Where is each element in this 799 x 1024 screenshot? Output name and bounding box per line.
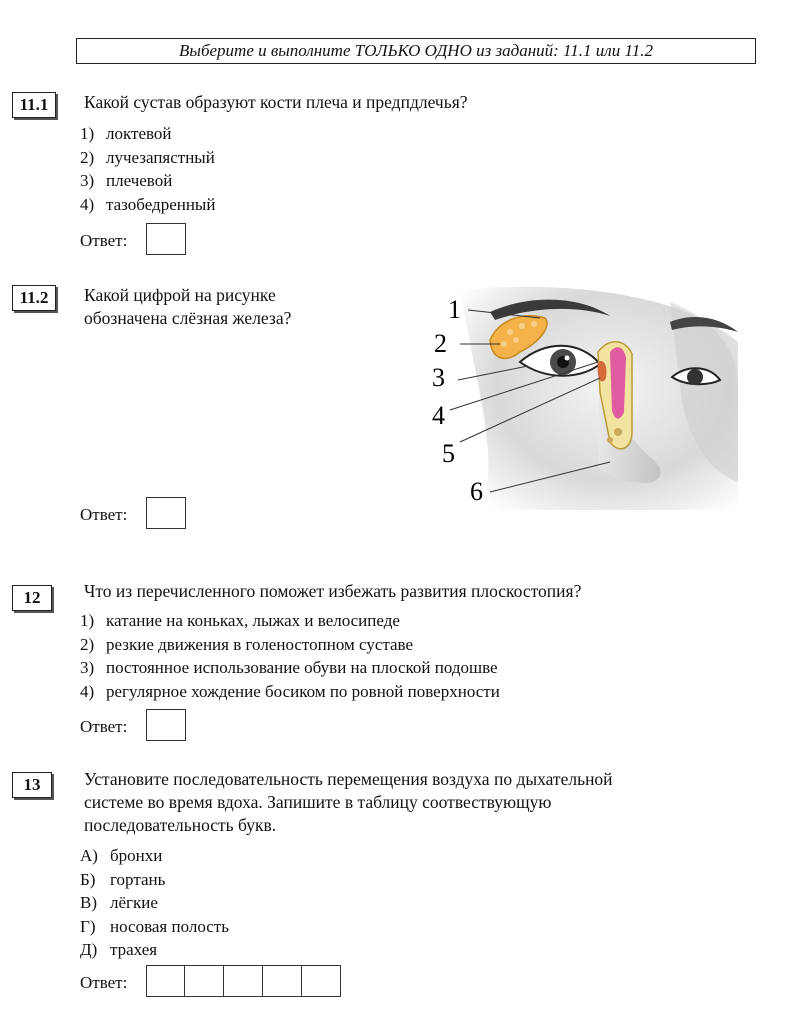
option-4: 4) регулярное хождение босиком по ровной поверхности [80, 681, 500, 701]
option-3: 3) плечевой [80, 171, 173, 190]
figure-label-6: 6 [470, 477, 483, 506]
option-2: 2) резкие движения в голеностопном суставе [80, 634, 414, 654]
instruction-banner: Выберите и выполните ТОЛЬКО ОДНО из заданий: 11.1 или 11.2 [76, 38, 756, 64]
answer-grid-13 [146, 965, 341, 997]
figure-label-2: 2 [434, 329, 447, 358]
question-11-2-line2: обозначена слёзная железа? [84, 308, 292, 328]
answer-label-11-2: Ответ: [80, 505, 128, 524]
task-number-11-2: 11.2 [12, 285, 56, 311]
task-number-12: 12 [12, 585, 52, 611]
figure-label-4: 4 [432, 401, 445, 430]
answer-label-12: Ответ: [80, 717, 128, 736]
answer-label-11-1: Ответ: [80, 231, 128, 250]
question-13 [84, 768, 756, 837]
option-1: 1) локтевой [80, 124, 172, 143]
task-number-13: 13 [12, 772, 52, 798]
options-12 [80, 609, 500, 703]
question-11-2-line1: Какой цифрой на рисунке [84, 285, 276, 305]
answer-cell-4[interactable] [263, 965, 302, 997]
option-2: 2) лучезапястный [80, 147, 215, 167]
answer-input-12[interactable] [146, 709, 186, 741]
option-1: 1) катание на коньках, лыжах и велосипеде [80, 611, 400, 630]
question-11-1: Какой сустав образуют кости плеча и предпдлечья? [84, 92, 468, 112]
question-13-line3: последовательность букв. [84, 815, 277, 835]
figure-label-5: 5 [442, 439, 455, 468]
figure-label-3: 3 [432, 363, 445, 392]
answer-label-13: Ответ: [80, 973, 128, 992]
option-g: Г) носовая полость [80, 916, 229, 936]
figure-label-1: 1 [448, 295, 461, 324]
option-4: 4) тазобедренный [80, 194, 216, 214]
option-v: В) лёгкие [80, 893, 158, 912]
task-number-11-1: 11.1 [12, 92, 56, 118]
question-13-line2: системе во время вдоха. Запишите в таблицу соотвествующую [84, 792, 552, 812]
option-3: 3) постоянное использование обуви на плоской подошве [80, 658, 498, 677]
question-12: Что из перечисленного поможет избежать развития плоскостопия? [84, 581, 582, 601]
question-13-line1: Установите последовательность перемещения воздуха по дыхательной [84, 769, 613, 789]
lacrimal-apparatus-figure [420, 282, 740, 510]
answer-cell-2[interactable] [185, 965, 224, 997]
question-11-2 [84, 284, 352, 330]
options-13 [80, 844, 229, 962]
answer-input-11-1[interactable] [146, 223, 186, 255]
answer-cell-1[interactable] [146, 965, 185, 997]
answer-cell-3[interactable] [224, 965, 263, 997]
option-a: А) бронхи [80, 846, 163, 865]
answer-cell-5[interactable] [302, 965, 341, 997]
option-d: Д) трахея [80, 940, 158, 959]
options-11-1 [80, 122, 215, 216]
option-b: Б) гортань [80, 869, 166, 889]
answer-input-11-2[interactable] [146, 497, 186, 529]
